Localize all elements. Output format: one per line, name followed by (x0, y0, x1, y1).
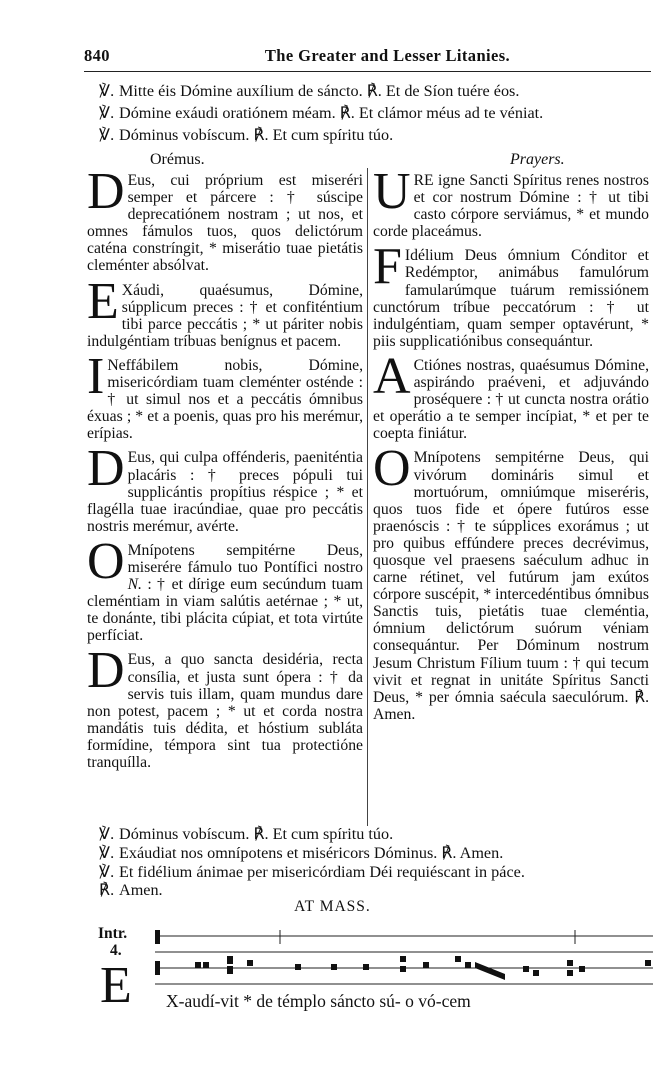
response-text: Amen. (373, 705, 416, 723)
page-number: 840 (84, 46, 110, 65)
response-text: Amen. (119, 881, 163, 899)
versicle-symbol: ℣. (99, 825, 115, 843)
response-text: Et clámor méus ad te véniat. (358, 104, 544, 122)
prayer-text: Mnípotens sempitérne Deus, miserére fámulo tuo Pontífici nostro (127, 541, 363, 576)
response-text: Et cum spíritu túo. (272, 126, 394, 144)
response-symbol: ℟. (253, 126, 269, 144)
prayer-text: : † et dírige eum secúndum tuam cleméntiam in viam salútis aetérnae ; * ut, te donánte, tibi plácita cúpiat, et tota virtúte perfíciat. (87, 576, 363, 645)
versicle-text: Exáudiat nos omnípotens et miséricors Dóminus. (119, 844, 438, 862)
prayer-paragraph (87, 440, 363, 535)
latin-column (87, 163, 363, 778)
prayer-text: Neffábilem nobis, Dómine, misericórdiam tuam cleménter osténde : † ut simul nos et a peccátis ómnibus éxuas ; * et a poenis, quas pro his merémur, erípias. (87, 356, 363, 443)
prayer-paragraph (373, 163, 649, 241)
prayer-text: Eus, qui culpa offénderis, paeniténtia placáris : † preces pópuli tui supplicántis propítius réspice ; * et flagélla tuae iracúndiae, quae pro peccátis nostris merémur, avérte. (87, 449, 363, 535)
column-divider (367, 168, 368, 826)
prayer-text: Mnípotens sempitérne Deus, qui vivórum domináris simul et mortuórum, omniúmque miseréris, quos tuos fide et ópere futúros esse praenóscis : † te súpplices exorámus ; ut pro quibus effúndere preces decrévimus, quosque vel praesens saéculum adhuc in carne rétinet, vel futúrum jam exútos córpore suscépit, * intercedéntibus ómnibus Sanctis tuis, pietátis tuae cleméntia, ómnium delictórum suórum véniam consequántur. Per Dóminum nostrum Jesum Christum Fílium tuum : † qui tecum vivit et regnat in unitáte Spíritus Sancti Deus, * per ómnia saécula saeculórum. (373, 449, 649, 706)
response-symbol: ℟. (253, 825, 269, 843)
prayer-paragraph (87, 272, 363, 350)
drop-cap: A (373, 347, 411, 405)
chant-initial: E (100, 957, 132, 1014)
prayer-paragraph (87, 642, 363, 771)
versicle-text: Dómine exáudi oratiónem méam. (119, 104, 336, 122)
prayers-column (373, 163, 649, 730)
response-symbol: ℟. (634, 688, 649, 706)
versicle-text: Dóminus vobíscum. (119, 126, 250, 144)
prayer-paragraph (373, 238, 649, 350)
versicle-text: Dóminus vobíscum. (119, 825, 250, 843)
drop-cap: O (373, 440, 411, 498)
chant-lyrics: X-audí-vit * de témplo sáncto sú- o vó-cem (166, 991, 471, 1011)
response-symbol: ℟. (99, 881, 115, 899)
prayer-text: Eus, a quo sancta desidéria, recta consília, et justa sunt ópera : † da servis tuis illam, quam mundus dare non potest, pacem ; * ut et corda nostra mandátis tuis dédita, et hóstium subláta formídine, témpora sint tua protectióne tranquílla. (87, 651, 363, 771)
introit-label (98, 925, 127, 959)
prayer-paragraph (373, 440, 649, 723)
neumes (155, 930, 651, 980)
mass-heading: AT MASS. (294, 898, 371, 915)
versicle-symbol: ℣. (99, 844, 115, 862)
introit-text: Intr. (98, 925, 128, 942)
versicle-symbol: ℣. (99, 863, 115, 881)
latin-heading: Orémus. (150, 151, 205, 168)
drop-cap: D (87, 642, 125, 700)
prayer-paragraph (373, 347, 649, 443)
prayer-text: Idélium Deus ómnium Cónditor et Redémptor, animábus famulórum famularúmque tuárum remissiónem cunctórum tríbue peccatórum : † ut indulgéntiam, quam semper optavérunt, * piis supplicatiónibus consequántur. (373, 247, 649, 350)
prayer-text: Xáudi, quaésumus, Dómine, súpplicum preces : † et confiténtium tibi parce peccátis ; * ut páriter nobis indulgéntiam tríbuas benígnus et pacem. (87, 281, 363, 350)
response-text: Et de Síon tuére éos. (385, 82, 520, 100)
verse-line (99, 80, 519, 102)
versicle-text: Et fidélium ánimae per misericórdiam Déi requiéscant in páce. (119, 863, 525, 881)
response-text: Et cum spíritu túo. (272, 825, 394, 843)
chant-staff (155, 926, 653, 992)
prayer-paragraph (87, 163, 363, 275)
drop-cap: O (87, 532, 125, 590)
drop-cap: D (87, 440, 125, 498)
c-clef (155, 930, 160, 944)
drop-cap: D (87, 163, 125, 220)
mode-number: 4. (110, 942, 122, 959)
response-symbol: ℟. (339, 104, 355, 122)
drop-cap: U (373, 163, 411, 220)
c-clef (155, 961, 160, 975)
verse-line (99, 124, 393, 146)
name-placeholder: N. (127, 576, 142, 594)
prayer-paragraph (87, 347, 363, 443)
versicle-symbol: ℣. (99, 126, 115, 144)
versicle-symbol: ℣. (99, 104, 115, 122)
running-title: The Greater and Lesser Litanies. (264, 46, 511, 65)
response-symbol: ℟. (441, 844, 457, 862)
english-heading: Prayers. (510, 151, 565, 168)
drop-cap: F (373, 238, 402, 296)
versicle-symbol: ℣. (99, 82, 115, 100)
drop-cap: I (87, 347, 105, 405)
prayer-text: Eus, cui próprium est miseréri semper et párcere : † súscipe deprecatiónem nostram ; ut nos, et omnes fámulos tuos, quos delictórum caténa constríngit, * miserátio tuae pietátis cleménter absólvat. (87, 172, 363, 275)
header-rule (84, 71, 651, 72)
response-text: Amen. (459, 844, 504, 862)
verse-line (99, 861, 525, 883)
page-header (84, 46, 651, 70)
verse-line (99, 102, 543, 124)
prayer-paragraph (87, 532, 363, 645)
prayer-text: Ctiónes nostras, quaésumus Dómine, aspirándo praéveni, et adjuvándo proséquere : † ut cuncta nostra orátio et operátio a te semper incípiat, * et per te coepta finiátur. (373, 356, 649, 443)
prayer-text: RE igne Sancti Spíritus renes nostros et cor nostrum Dómine : † ut tibi casto córpore serviámus, * et mundo corde placeámus. (373, 172, 649, 241)
drop-cap: E (87, 272, 119, 330)
response-symbol: ℟. (366, 82, 382, 100)
versicle-text: Mitte éis Dómine auxílium de sáncto. (119, 82, 363, 100)
